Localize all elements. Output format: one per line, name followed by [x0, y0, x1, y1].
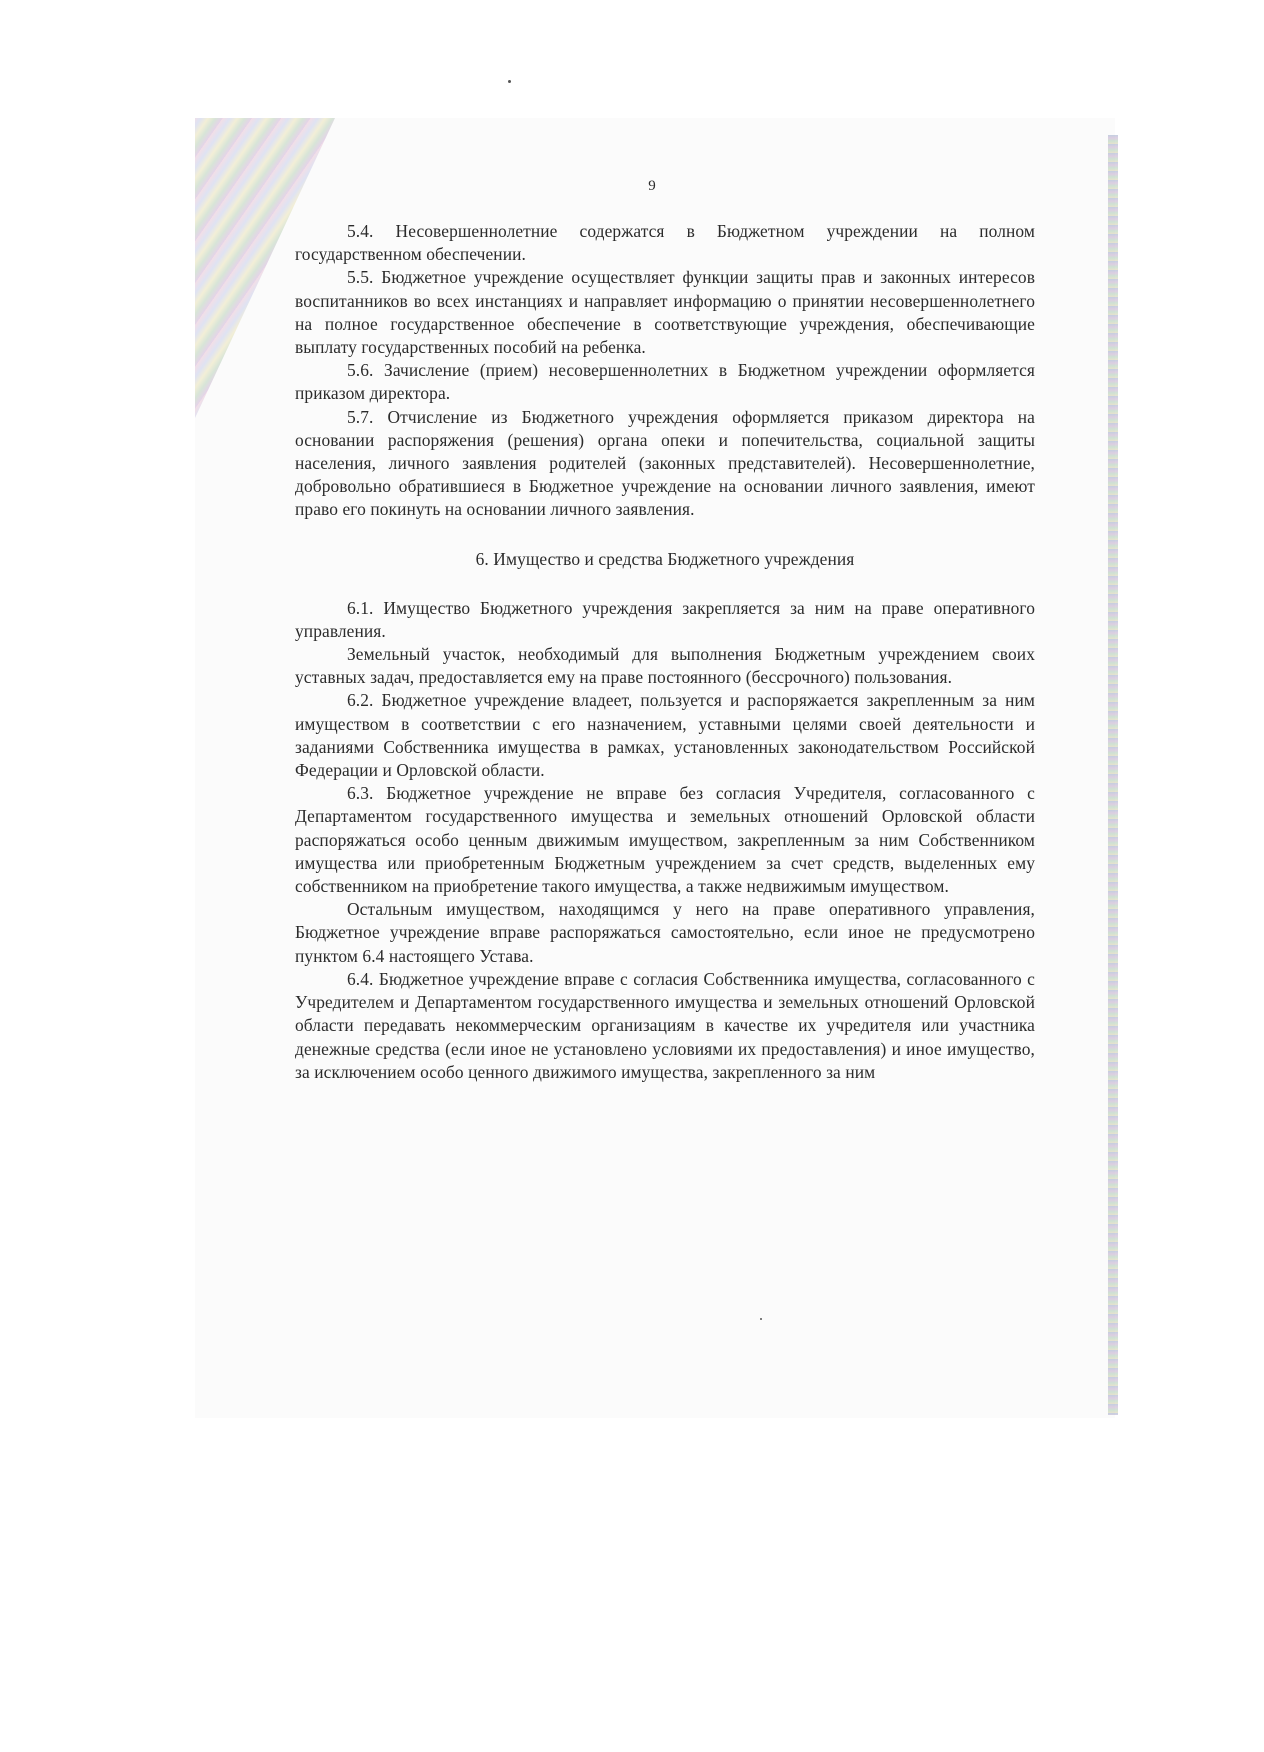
document-body [295, 220, 1035, 1084]
paragraph-5-4: 5.4. Несовершеннолетние содержатся в Бюджетном учреждении на полном государственном обеспечении. [295, 221, 1035, 265]
section-heading: 6. Имущество и средства Бюджетного учреждения [475, 548, 855, 569]
scan-speck [760, 1318, 762, 1320]
paragraph-5-6: 5.6. Зачисление (прием) несовершеннолетних в Бюджетном учреждении оформляется приказом директора. [295, 360, 1035, 404]
paragraph-5-5: 5.5. Бюджетное учреждение осуществляет функции защиты прав и законных интересов воспитанников во всех инстанциях и направляет информацию о принятии несовершеннолетнего на полное государственное обеспечение в соответствующие учреждения, обеспечивающие выплату государственных пособий на ребенка. [295, 267, 1035, 358]
paragraph-5-7: 5.7. Отчисление из Бюджетного учреждения оформляется приказом директора на основании распоряжения (решения) органа опеки и попечительства, социальной защиты населения, личного заявления родителей (законных представителей). Несовершеннолетние, добровольно обратившиеся в Бюджетное учреждение на основании личного заявления, имеют право его покинуть на основании личного заявления. [295, 406, 1035, 520]
scan-artifact-edge [1108, 135, 1118, 1415]
paragraph-other-property: Остальным имуществом, находящимся у него на праве оперативного управления, Бюджетное учреждение вправе распоряжаться самостоятельно, если иное не предусмотрено пунктом 6.4 настоящего Устава. [295, 899, 1035, 966]
paragraph-6-2: 6.2. Бюджетное учреждение владеет, пользуется и распоряжается закрепленным за ним имуществом в соответствии с его назначением, уставными целями своей деятельности и заданиями Собственника имущества в рамках, установленных законодательством Российской Федерации и Орловской области. [295, 690, 1035, 781]
scan-speck [508, 80, 511, 83]
paragraph-6-4: 6.4. Бюджетное учреждение вправе с согласия Собственника имущества, согласованного с Учредителем и Департаментом государственного имущества и земельных отношений Орловской области передавать некоммерческим организациям в качестве их учредителя или участника денежные средства (если иное не установлено условиями их предоставления) и иное имущество, за исключением особо ценного движимого имущества, закрепленного за ним [295, 968, 1035, 1082]
page-number: 9 [648, 178, 656, 194]
paragraph-6-3: 6.3. Бюджетное учреждение не вправе без согласия Учредителя, согласованного с Департаментом государственного имущества и земельных отношений Орловской области распоряжаться особо ценным движимым имуществом, закрепленным за ним Собственником имущества или приобретенным Бюджетным учреждением за счет средств, выделенных ему собственником на приобретение такого имущества, а также недвижимым имуществом. [295, 783, 1035, 897]
paragraph-land-plot: Земельный участок, необходимый для выполнения Бюджетным учреждением своих уставных задач, предоставляется ему на праве постоянного (бессрочного) пользования. [295, 644, 1035, 688]
paragraph-6-1: 6.1. Имущество Бюджетного учреждения закрепляется за ним на праве оперативного управления. [295, 597, 1035, 641]
